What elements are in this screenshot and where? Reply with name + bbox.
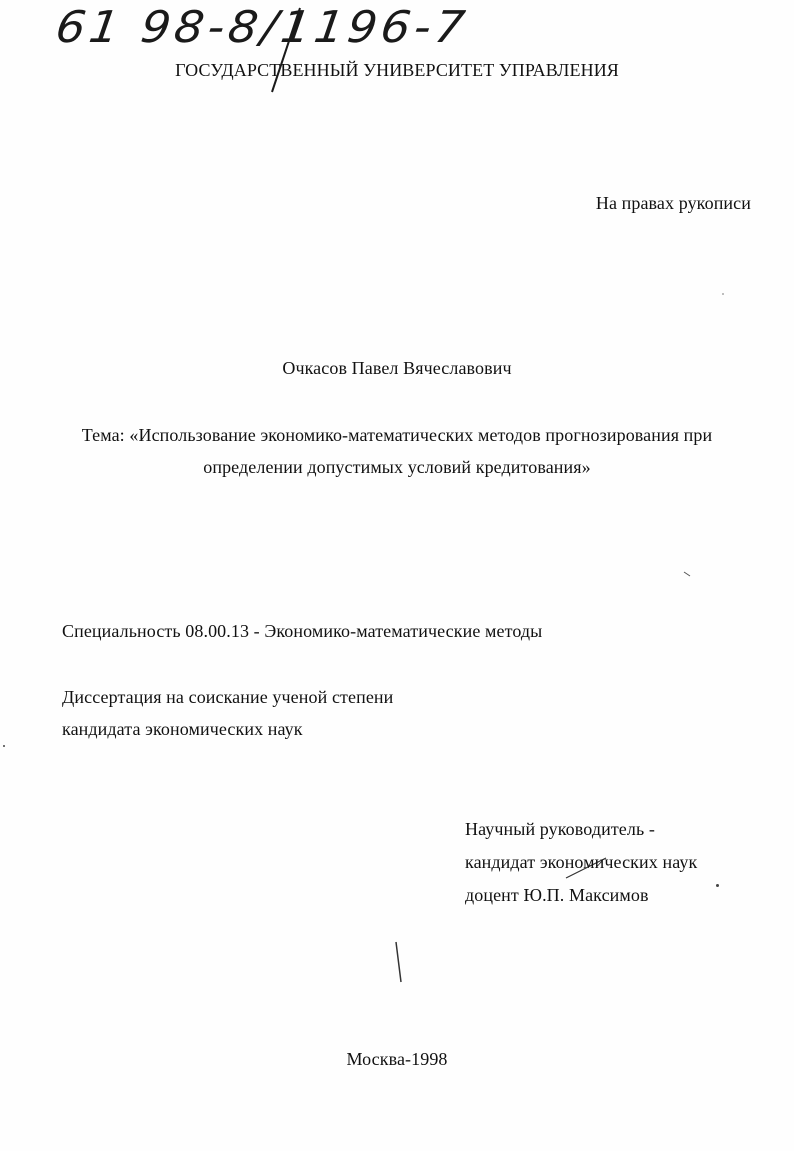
scan-speck <box>716 884 719 887</box>
margin-stroke <box>396 942 401 982</box>
place-and-year: Москва-1998 <box>346 1049 448 1069</box>
scan-speck <box>722 293 724 295</box>
topic-line-1: Тема: «Использование экономико-математических методов прогнозирования при <box>81 425 713 445</box>
dissertation-line-2: кандидата экономических наук <box>62 719 303 739</box>
supervisor-line-1: Научный руководитель - <box>465 819 655 839</box>
dissertation-line-1: Диссертация на соискание ученой степени <box>62 687 394 707</box>
rights-note: На правах рукописи <box>595 193 751 213</box>
margin-tick <box>684 572 690 576</box>
topic-line-2: определении допустимых условий кредитования» <box>203 457 591 477</box>
supervisor-line-3: доцент Ю.П. Максимов <box>465 885 649 905</box>
author-name: Очкасов Павел Вячеславович <box>282 358 512 378</box>
specialty: Специальность 08.00.13 - Экономико-математические методы <box>62 621 543 641</box>
university-name: ГОСУДАРСТВЕННЫЙ УНИВЕРСИТЕТ УПРАВЛЕНИЯ <box>175 60 619 80</box>
supervisor-line-2: кандидат экономических наук <box>465 852 698 872</box>
scan-speck <box>3 745 5 747</box>
handwritten-archive-number: 61 98-8/1196-7 <box>52 0 472 53</box>
